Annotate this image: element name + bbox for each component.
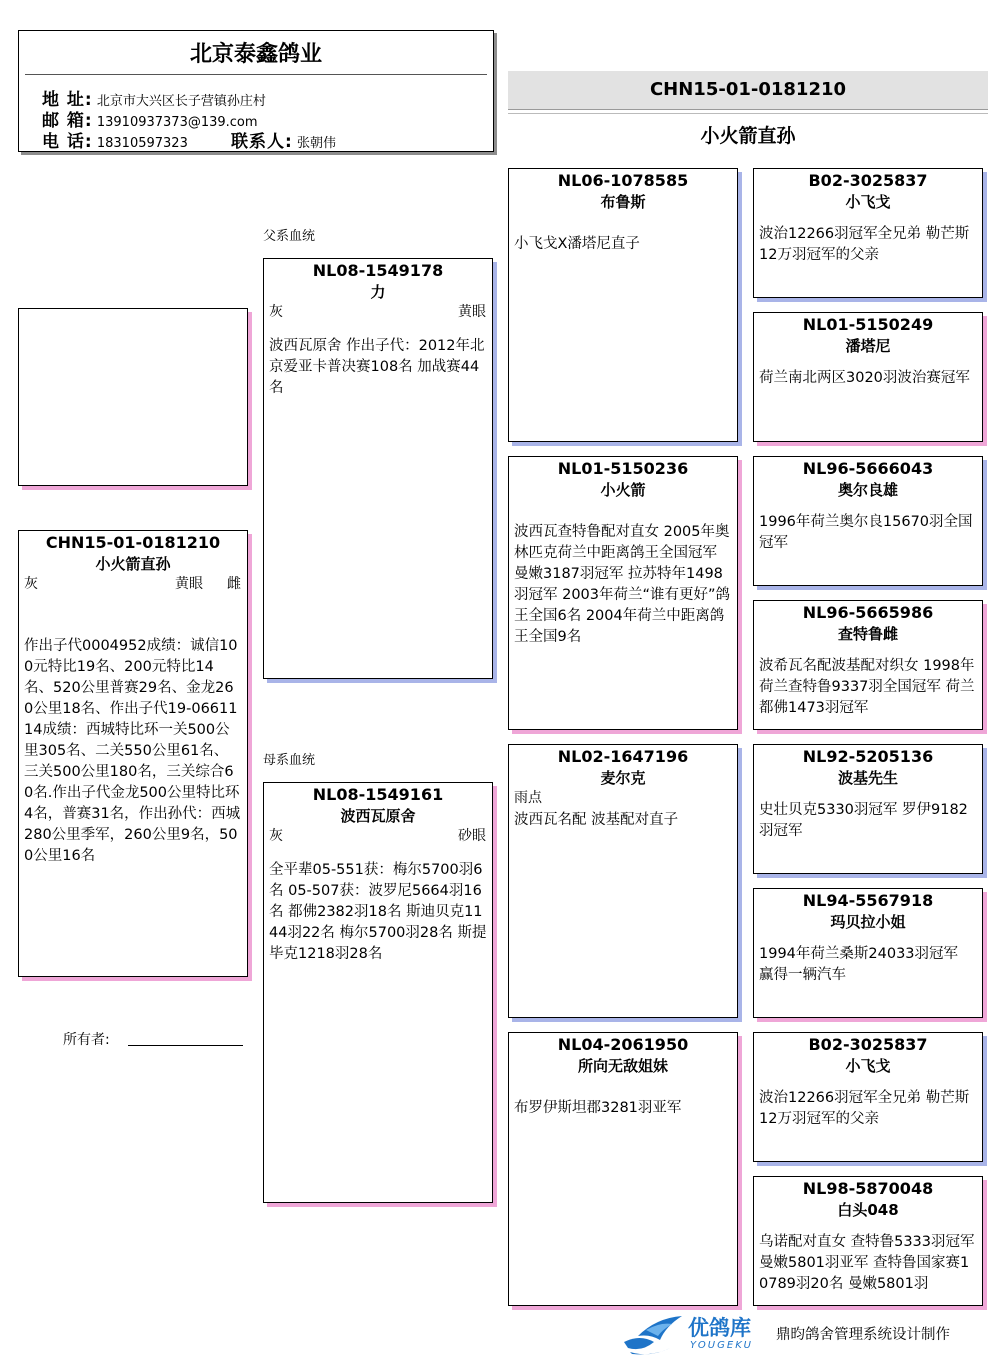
great-grandparent-ring: NL96-5666043 (802, 459, 934, 478)
great-grandparent-card (753, 456, 983, 586)
great-grandparent-desc: 荷兰南北两区3020羽波治赛冠军 (759, 370, 970, 386)
grandparent-attr (509, 1076, 737, 1096)
sire-color: 灰 (269, 304, 283, 320)
great-grandparent-desc: 1994年荷兰桑斯24033羽冠军 赢得一辆汽车 (759, 946, 959, 983)
contact-label: 联系人: (231, 132, 293, 152)
great-grandparent-ring: NL01-5150249 (802, 315, 934, 334)
great-grandparent-name: 潘塔尼 (845, 337, 891, 355)
grandparent-ring: NL02-1647196 (557, 747, 689, 766)
grandparent-attr: 雨点 (514, 790, 542, 806)
grandparent-card (508, 168, 738, 442)
subject-ring: CHN15-01-0181210 (45, 533, 221, 552)
sire-ring: NL08-1549178 (312, 261, 444, 280)
subject-color: 灰 (24, 576, 38, 592)
grandparent-desc: 布罗伊斯坦郡3281羽亚军 (514, 1100, 682, 1116)
header-divider (25, 74, 487, 75)
address-value: 北京市大兴区长子营镇孙庄村 (96, 94, 266, 109)
great-grandparent-ring: NL94-5567918 (802, 891, 934, 910)
logo-text-cn: 优鸽库 (688, 1316, 751, 1340)
title-ring: CHN15-01-0181210 (649, 79, 847, 100)
grandparent-ring: NL06-1078585 (557, 171, 689, 190)
sire-desc: 波西瓦原舍 作出子代：2012年北京爱亚卡普决赛108名 加战赛44名 (269, 338, 485, 396)
photo-box (18, 308, 248, 486)
great-grandparent-ring: NL92-5205136 (802, 747, 934, 766)
title-band (508, 71, 988, 110)
phone-label: 电 话: (42, 132, 93, 152)
great-grandparent-card (753, 888, 983, 1018)
great-grandparent-desc: 波治12266羽冠军全兄弟 勒芒斯12万羽冠军的父亲 (759, 226, 970, 263)
grandparent-attr (509, 212, 737, 232)
header-box (18, 30, 494, 152)
grandparent-name: 麦尔克 (600, 769, 646, 787)
great-grandparent-name: 波基先生 (837, 769, 898, 787)
grandparent-card (508, 1032, 738, 1306)
email-label: 邮 箱: (42, 111, 93, 131)
great-grandparent-ring: NL96-5665986 (802, 603, 934, 622)
great-grandparent-ring: B02-3025837 (808, 1035, 928, 1054)
grandparent-attr (509, 500, 737, 520)
great-grandparent-card (753, 600, 983, 730)
sire-eye: 黄眼 (458, 304, 486, 320)
great-grandparent-card (753, 168, 983, 298)
great-grandparent-card (753, 744, 983, 874)
great-grandparent-card (753, 1176, 983, 1306)
grandparent-ring: NL01-5150236 (557, 459, 689, 478)
subject-sex: 雌 (227, 576, 241, 592)
great-grandparent-name: 小飞戈 (845, 193, 891, 211)
dam-desc: 全平辈05-551获：梅尔5700羽6名 05-507获：波罗尼5664羽16名 都佛2382羽18名 斯迪贝克1144羽22名 梅尔5700羽28名 斯提毕克1218羽28名 (269, 862, 487, 962)
grandparent-desc: 小飞戈X潘塔尼直子 (514, 236, 640, 252)
grandparent-card (508, 744, 738, 1018)
great-grandparent-name: 奥尔良雄 (837, 481, 898, 499)
logo-text-en: YOUGEKU (690, 1340, 753, 1351)
great-grandparent-ring: NL98-5870048 (802, 1179, 934, 1198)
dam-name: 波西瓦原舍 (340, 807, 416, 825)
grandparent-desc: 波西瓦查特鲁配对直女 2005年奥林匹克荷兰中距离鸽王全国冠军 曼嫩3187羽冠军 拉苏特年1498羽冠军 2003年荷兰“谁有更好”鸽王全国6名 2004年荷兰中距离鸽王全国9名 (514, 524, 731, 645)
great-grandparent-card (753, 1032, 983, 1162)
great-grandparent-desc: 乌诺配对直女 查特鲁5333羽冠军 曼嫩5801羽亚军 查特鲁国家赛10789羽20名 曼嫩5801羽 (759, 1234, 975, 1292)
great-grandparent-name: 白头048 (837, 1201, 899, 1219)
subject-desc: 作出子代0004952成绩：诚信100元特比19名、200元特比14名、520公里普赛29名、金龙260公里18名、作出子代19-0661114成绩：西城特比环一关500公里305名、二关550公里61名、三关500公里180名，三关综合60名.作出子代金龙500公里特比环4名，普赛31名，作出孙代：西城280公里季军，260公里9名，500公里16名 (24, 638, 241, 864)
owner-label: 所有者: (63, 1032, 110, 1048)
grandparent-card (508, 456, 738, 730)
dam-ring: NL08-1549161 (312, 785, 444, 804)
email-value: 13910937373@139.com (96, 115, 258, 130)
brand-logo (620, 1312, 770, 1358)
title-underline (508, 113, 988, 114)
grandparent-desc: 波西瓦名配 波基配对直子 (514, 812, 679, 828)
contact-value: 张朝伟 (296, 136, 336, 151)
grandparent-name: 所向无敌姐妹 (577, 1057, 668, 1075)
company-name: 北京泰鑫鸽业 (189, 42, 322, 67)
great-grandparent-desc: 波治12266羽冠军全兄弟 勒芒斯12万羽冠军的父亲 (759, 1090, 970, 1127)
grandparent-name: 布鲁斯 (600, 193, 646, 211)
great-grandparent-ring: B02-3025837 (808, 171, 928, 190)
sire-card (263, 258, 493, 679)
bird-logo-icon (620, 1312, 686, 1358)
subject-card (18, 530, 248, 977)
subject-name: 小火箭直孙 (95, 555, 171, 573)
grandparent-name: 小火箭 (600, 481, 646, 499)
owner-line (128, 1045, 243, 1046)
great-grandparent-card (753, 312, 983, 442)
phone-value: 18310597323 (96, 136, 188, 151)
sire-name: 力 (370, 283, 386, 301)
title-name: 小火箭直孙 (700, 125, 796, 147)
great-grandparent-desc: 史壮贝克5330羽冠军 罗伊9182羽冠军 (759, 802, 968, 839)
great-grandparent-name: 查特鲁雌 (837, 625, 898, 643)
great-grandparent-desc: 波希瓦名配波基配对织女 1998年荷兰查特鲁9337羽全国冠军 荷兰都佛1473羽冠军 (759, 658, 975, 716)
great-grandparent-name: 玛贝拉小姐 (830, 913, 906, 931)
great-grandparent-name: 小飞戈 (845, 1057, 891, 1075)
father-line-label: 父系血统 (263, 229, 316, 244)
dam-eye: 砂眼 (458, 828, 486, 844)
great-grandparent-desc: 1996年荷兰奥尔良15670羽全国冠军 (759, 514, 973, 551)
dam-card (263, 782, 493, 1203)
address-label: 地 址: (42, 90, 93, 110)
mother-line-label: 母系血统 (263, 753, 316, 768)
subject-eye: 黄眼 (175, 576, 203, 592)
grandparent-ring: NL04-2061950 (557, 1035, 689, 1054)
credit-text: 鼎昀鸽舍管理系统设计制作 (776, 1327, 950, 1343)
dam-color: 灰 (269, 828, 283, 844)
